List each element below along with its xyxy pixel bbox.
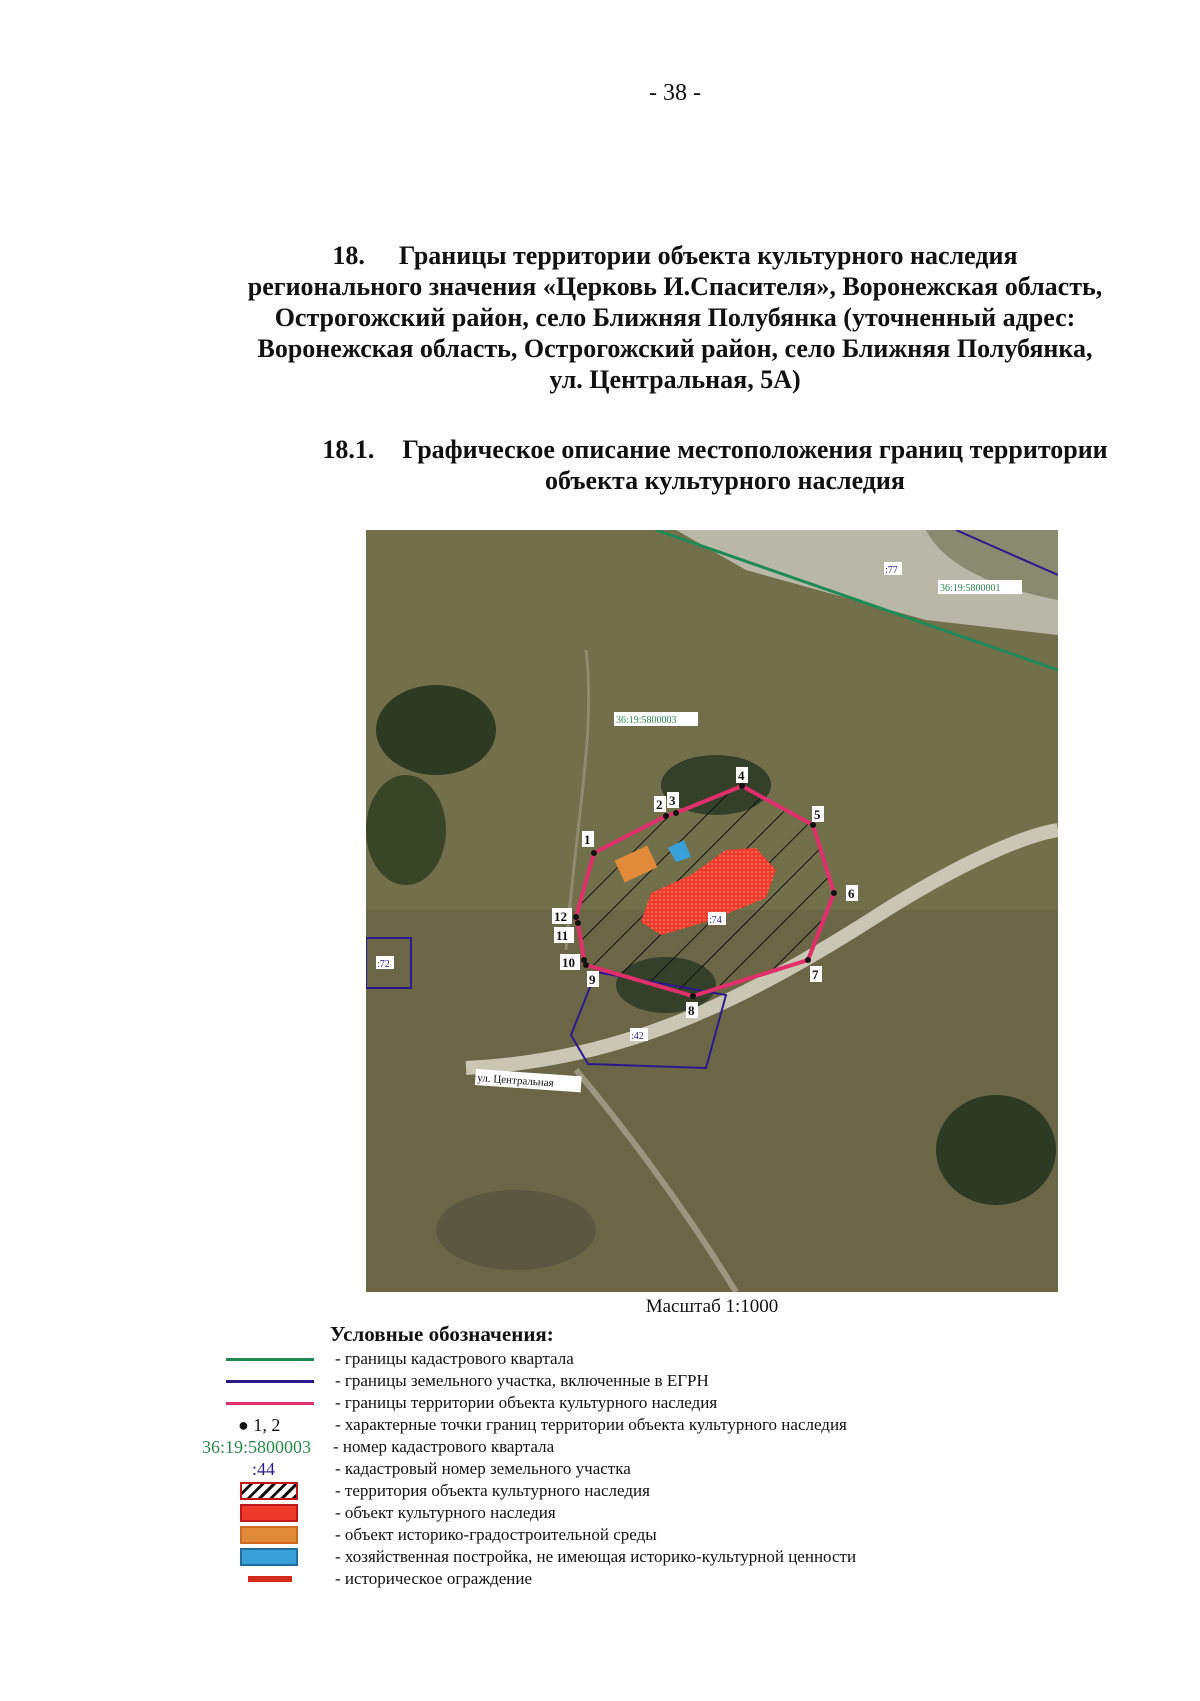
point-7 [805, 957, 811, 963]
point-12 [573, 914, 579, 920]
parcel-label-42: :42 [631, 1031, 644, 1042]
legend-item-quarter-boundary [0, 1348, 1200, 1370]
legend-item-quarter-number [0, 1436, 1200, 1458]
section-title [200, 240, 1150, 395]
point-4 [739, 783, 745, 789]
parcel-label-74: :74 [709, 915, 722, 926]
point-label-10: 10 [562, 955, 575, 970]
page-number: - 38 - [649, 80, 701, 106]
quarter-label-5800001: 36:19:5800001 [940, 583, 1001, 594]
legend-text: - границы земельного участка, включенные в ЕГРН [335, 1371, 709, 1390]
point-10 [581, 957, 587, 963]
legend-item-parcel-number [0, 1458, 1200, 1480]
point-11 [575, 920, 581, 926]
legend-text: - объект историко-градостроительной среды [335, 1525, 657, 1544]
legend-item-okn-boundary [0, 1392, 1200, 1414]
legend-item-points [0, 1414, 1200, 1436]
legend-item-parcel-boundary [0, 1370, 1200, 1392]
legend-text: - границы территории объекта культурного наследия [335, 1393, 718, 1412]
title-line-3: Острогожский район, село Ближняя Полубянка (уточненный адрес: [274, 303, 1076, 332]
legend-text: - хозяйственная постройка, не имеющая историко-культурной ценности [335, 1547, 857, 1566]
subtitle-line-1: Графическое описание местоположения границ территории [402, 435, 1108, 464]
point-label-5: 5 [814, 807, 821, 822]
point-dot-icon: ● [238, 1415, 249, 1435]
map-scale: Масштаб 1:1000 [645, 1296, 779, 1317]
trees-east [936, 1095, 1056, 1205]
point-label-1: 1 [584, 832, 591, 847]
legend-text: - номер кадастрового квартала [333, 1437, 555, 1456]
legend-item-outbuilding [0, 1546, 1200, 1568]
point-label-11: 11 [556, 928, 569, 943]
legend-text: - объект культурного наследия [335, 1503, 556, 1522]
parcel-label-77: :77 [885, 565, 898, 576]
legend-symbol-hatch [240, 1482, 298, 1500]
legend-item-okn [0, 1502, 1200, 1524]
point-label-9: 9 [589, 972, 596, 987]
legend-item-historic-environment [0, 1524, 1200, 1546]
legend-text: - границы кадастрового квартала [335, 1349, 574, 1368]
subsection-number: 18.1. [322, 435, 375, 464]
point-label-12: 12 [554, 909, 567, 924]
point-label-3: 3 [669, 793, 676, 808]
trees-west [376, 685, 496, 775]
legend-symbol-points [238, 1414, 280, 1436]
legend-symbol-blue-fill [240, 1548, 298, 1566]
legend-text: - территория объекта культурного наследия [335, 1481, 650, 1500]
legend-text: - кадастровый номер земельного участка [335, 1459, 631, 1478]
point-2 [663, 813, 669, 819]
legend-text: - характерные точки границ территории объекта культурного наследия [335, 1415, 847, 1434]
title-line-4: Воронежская область, Острогожский район, село Ближняя Полубянка, [257, 334, 1093, 363]
section-number: 18. [332, 241, 365, 270]
legend-symbol-quarter-number: 36:19:5800003 [202, 1437, 312, 1457]
title-line-2: регионального значения «Церковь И.Спасителя», Воронежская область, [247, 272, 1103, 301]
point-1 [591, 850, 597, 856]
point-3 [673, 810, 679, 816]
trees-southwest [436, 1190, 596, 1270]
point-label-4: 4 [738, 768, 745, 783]
street-label: ул. Центральная [476, 1072, 555, 1090]
point-5 [810, 822, 816, 828]
point-label-7: 7 [812, 967, 819, 982]
subsection-title [275, 434, 1155, 496]
legend-symbol-green-line [226, 1358, 314, 1361]
legend-symbol-parcel-number: :44 [252, 1459, 276, 1479]
quarter-label-5800003: 36:19:5800003 [616, 715, 677, 726]
point-6 [831, 890, 837, 896]
legend-item-hatch [0, 1480, 1200, 1502]
point-label-8: 8 [688, 1003, 695, 1018]
legend-symbol-pink-line [226, 1402, 314, 1405]
subtitle-line-2: объекта культурного наследия [545, 466, 905, 495]
legend-symbol-red-fill [240, 1504, 298, 1522]
map-svg [366, 530, 1058, 1292]
legend-symbol-points-text: 1, 2 [253, 1415, 281, 1435]
legend-symbol-fence [248, 1576, 292, 1582]
legend-text: - историческое ограждение [335, 1569, 533, 1588]
legend-item-fence [0, 1568, 1200, 1590]
map-image [366, 530, 1058, 1292]
title-line-1: Границы территории объекта культурного наследия [398, 241, 1018, 270]
legend-title: Условные обозначения: [330, 1322, 554, 1346]
legend-symbol-orange-fill [240, 1526, 298, 1544]
trees-west-2 [366, 775, 446, 885]
title-line-5: ул. Центральная, 5А) [549, 365, 801, 394]
point-8 [690, 993, 696, 999]
parcel-label-72: :72 [377, 959, 390, 970]
point-label-2: 2 [656, 797, 663, 812]
point-label-6: 6 [848, 886, 855, 901]
legend-symbol-blue-line [226, 1380, 314, 1383]
